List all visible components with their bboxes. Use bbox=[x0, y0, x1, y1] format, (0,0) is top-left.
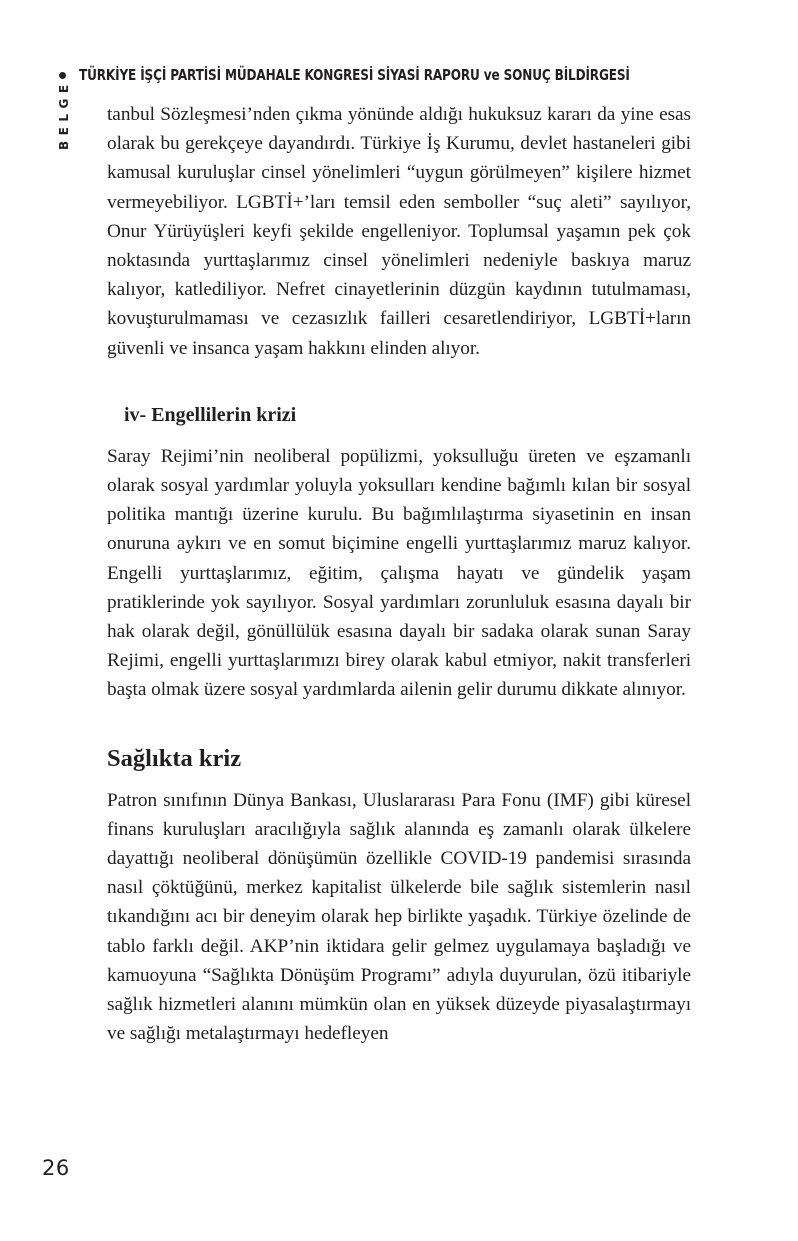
page-number: 26 bbox=[42, 1156, 70, 1180]
paragraph-disabled: Saray Rejimi’nin neoliberal popülizmi, yoksulluğu üreten ve eşzamanlı olarak sosyal yardımlar yoluyla yoksulları kendine bağımlı kılan bir sosyal politika mantığı üzerine kurulu. Bu bağımlılaştırma siyasetinin en insan onuruna aykırı ve en somut biçimine engelli yurttaşlarımız maruz kalıyor. Engelli yurttaşlarımız, eğitim, çalışma hayatı ve gündelik yaşam pratiklerinde yok sayılıyor. Sosyal yardımları zorunluluk esasına dayalı bir hak olarak değil, gönüllülük esasına dayalı bir sadaka olarak sunan Saray Rejimi, engelli yurttaşlarımızı birey olarak kabul etmiyor, nakit transferleri başta olmak üzere sosyal yardımlarda ailenin gelir durumu dikkate alınıyor. bbox=[107, 445, 691, 701]
running-header bbox=[56, 62, 785, 88]
paragraph-health: Patron sınıfının Dünya Bankası, Uluslararası Para Fonu (IMF) gibi küresel finans kuruluşları aracılığıyla sağlık alanında eş zamanlı olarak ülkelere dayattığı neoliberal dönüşümün özellikle COVID-19 pandemisi sırasında nasıl çöktüğünü, merkez kapitalist ülkelerde bile sağlık sistemlerin nasıl tıkandığını acı bir deneyim olarak hep birlikte yaşadık. Türkiye özelinde de tablo farklı değil. AKP’nin iktidara gelir gelmez uygulamaya başladığı ve kamuoyuna “Sağlıkta Dönüşüm Programı” adıyla duyurulan, özü itibariyle sağlık hizmetleri alanını mümkün olan en yüksek düzeyde piyasalaştırmayı ve sağlığı metalaştırmayı hedefleyen bbox=[107, 789, 691, 1045]
bullet-icon bbox=[59, 72, 66, 79]
running-header-title: TÜRKİYE İŞÇİ PARTİSİ MÜDAHALE KONGRESİ SİYASİ RAPORU ve SONUÇ BİLDİRGESİ bbox=[79, 66, 630, 84]
paragraph-lgbti: tanbul Sözleşmesi’nden çıkma yönünde aldığı hukuksuz kararı da yine esas olarak bu gerekçeye dayandırdı. Türkiye İş Kurumu, devlet hastaneleri gibi kamusal kuruluşlar cinsel yönelimleri “uygun görülmeyen” kişilere hizmet vermeyebiliyor. LGBTİ+’ları temsil eden semboller “suç aleti” sayılıyor, Onur Yürüyüşleri keyfi şekilde engelleniyor. Toplumsal yaşamın pek çok noktasında yurttaşlarımız cinsel yönelimleri nedeniyle baskıya maruz kalıyor, katlediliyor. Nefret cinayetlerinin düzgün kaydının tutulmaması, kovuşturulmaması ve cezasızlık failleri cesaretlendiriyor, LGBTİ+ların güvenli ve insanca yaşam hakkını elinden alıyor. bbox=[107, 104, 691, 359]
section-side-label: BELGE bbox=[57, 79, 71, 150]
section-heading-health-crisis: Sağlıkta kriz bbox=[107, 744, 242, 772]
subheading-disabled-crisis: iv- Engellilerin krizi bbox=[124, 403, 297, 426]
page-content bbox=[107, 100, 691, 1048]
